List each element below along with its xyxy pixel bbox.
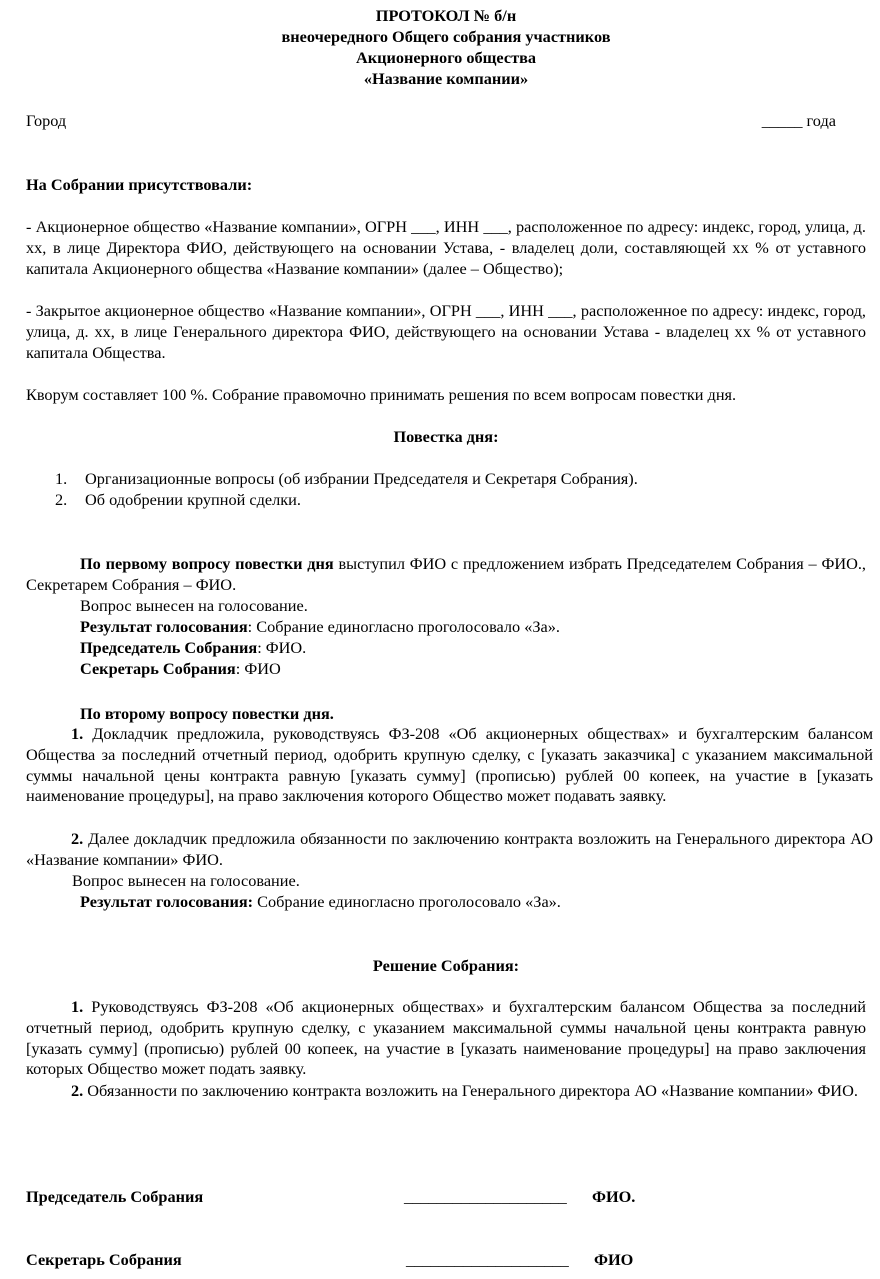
q1-secretary-label: Секретарь Собрания	[80, 659, 236, 678]
signature-secretary-label: Секретарь Собрания	[26, 1250, 182, 1269]
q2-p2-number: 2.	[71, 829, 84, 848]
agenda-item-text: Организационные вопросы (об избрании Председателя и Секретаря Собрания).	[85, 469, 638, 488]
signature-row-chair	[26, 1187, 866, 1208]
q1-chair-label: Председатель Собрания	[80, 638, 258, 657]
q1-result	[80, 617, 560, 638]
agenda-item-number: 1.	[55, 469, 68, 488]
decision-1-text: Руководствуясь ФЗ-208 «Об акционерных обществах» и бухгалтерским балансом Общества за последний отчетный период, одобрить крупную сделку, с указанием максимальной суммы начальной цены контракта равную [указать сумму] (прописью) рублей 00 копеек, на участие в [указать наименование процедуры] на право заключения которых Общество может подать заявку.	[26, 997, 866, 1079]
q1-chair-text: : ФИО.	[257, 638, 307, 657]
attendee-item-2: - Закрытое акционерное общество «Название компании», ОГРН ___, ИНН ___, расположенное по адресу: индекс, город, улица, д. хх, в лице Генерального директора ФИО, действующего на основании Устава - владелец хх % от уставного капитала Общества.	[26, 301, 866, 362]
agenda-item-text: Об одобрении крупной сделки.	[85, 490, 301, 509]
signature-chair-name: ФИО.	[592, 1187, 636, 1206]
q1-vote-put: Вопрос вынесен на голосование.	[80, 596, 308, 615]
q1-secretary-text: : ФИО	[235, 659, 281, 678]
decision-heading: Решение Собрания:	[372, 956, 520, 975]
q2-vote-put: Вопрос вынесен на голосование.	[72, 871, 300, 890]
decision-item-1	[26, 997, 866, 1080]
city-label: Город	[26, 111, 67, 130]
agenda-item	[55, 490, 301, 511]
q1-lead-label: По первому вопросу повестки дня	[80, 554, 334, 573]
q1-result-label: Результат голосования	[80, 617, 248, 636]
title-line-4: «Название компании»	[363, 69, 529, 88]
title-line-2: внеочередного Общего собрания участников	[281, 27, 611, 46]
attendees-heading: На Собрании присутствовали:	[26, 175, 253, 194]
signature-chair-line: ____________________	[404, 1187, 567, 1206]
agenda-item	[55, 469, 638, 490]
decision-1-number: 1.	[71, 997, 84, 1016]
q1-result-text: : Собрание единогласно проголосовало «За».	[247, 617, 560, 636]
q2-result	[80, 892, 561, 913]
q1-secretary	[80, 659, 281, 680]
q1-lead-text: выступил ФИО с предложением избрать Председателем Собрания – ФИО., Секретарем Собрания – ФИО.	[26, 554, 866, 594]
signature-secretary-line: ____________________	[406, 1250, 569, 1269]
agenda-heading: Повестка дня:	[393, 427, 499, 446]
signature-secretary-name: ФИО	[594, 1250, 634, 1269]
q2-p2-text: Далее докладчик предложила обязанности по заключению контракта возложить на Генерального директора АО «Название компании» ФИО.	[26, 829, 873, 869]
decision-2-number: 2.	[71, 1081, 84, 1100]
decision-item-2	[26, 1081, 872, 1102]
date-label: _____ года	[761, 111, 836, 130]
q2-heading: По второму вопросу повестки дня.	[80, 704, 334, 723]
attendee-item-1: - Акционерное общество «Название компании», ОГРН ___, ИНН ___, расположенное по адресу: индекс, город, улица, д. хх, в лице Директора ФИО, действующего на основании Устава, - владелец доли, составляющей хх % от уставного капитала Акционерного общества «Название компании» (далее – Общество);	[26, 217, 866, 278]
q2-p1-text: Докладчик предложила, руководствуясь ФЗ-208 «Об акционерных обществах» и бухгалтерским балансом Общества за последний отчетный период, одобрить крупную сделку, с [указать заказчика] с указанием максимальной суммы начальной цены контракта равную [указать сумму] (прописью) рублей 00 копеек, на участие в [указать наименование процедуры], на право заключения которого Общество может подавать заявку.	[26, 724, 873, 806]
title-line-1: ПРОТОКОЛ № б/н	[375, 6, 517, 25]
q2-result-text: Собрание единогласно проголосовало «За».	[253, 892, 561, 911]
decision-2-text: Обязанности по заключению контракта возложить на Генерального директора АО «Название компании» ФИО.	[83, 1081, 858, 1100]
q2-result-label: Результат голосования:	[80, 892, 254, 911]
q1-chair	[80, 638, 306, 659]
q2-paragraph-2	[26, 829, 873, 871]
q2-p1-number: 1.	[71, 724, 84, 743]
agenda-item-number: 2.	[55, 490, 68, 509]
q2-paragraph-1	[26, 724, 873, 807]
signature-chair-label: Председатель Собрания	[26, 1187, 204, 1206]
q1-paragraph	[26, 554, 866, 596]
title-line-3: Акционерного общества	[355, 48, 537, 67]
signature-row-secretary	[26, 1250, 866, 1271]
quorum-text: Кворум составляет 100 %. Собрание правомочно принимать решения по всем вопросам повестки дня.	[26, 385, 737, 404]
document-title	[26, 5, 866, 89]
